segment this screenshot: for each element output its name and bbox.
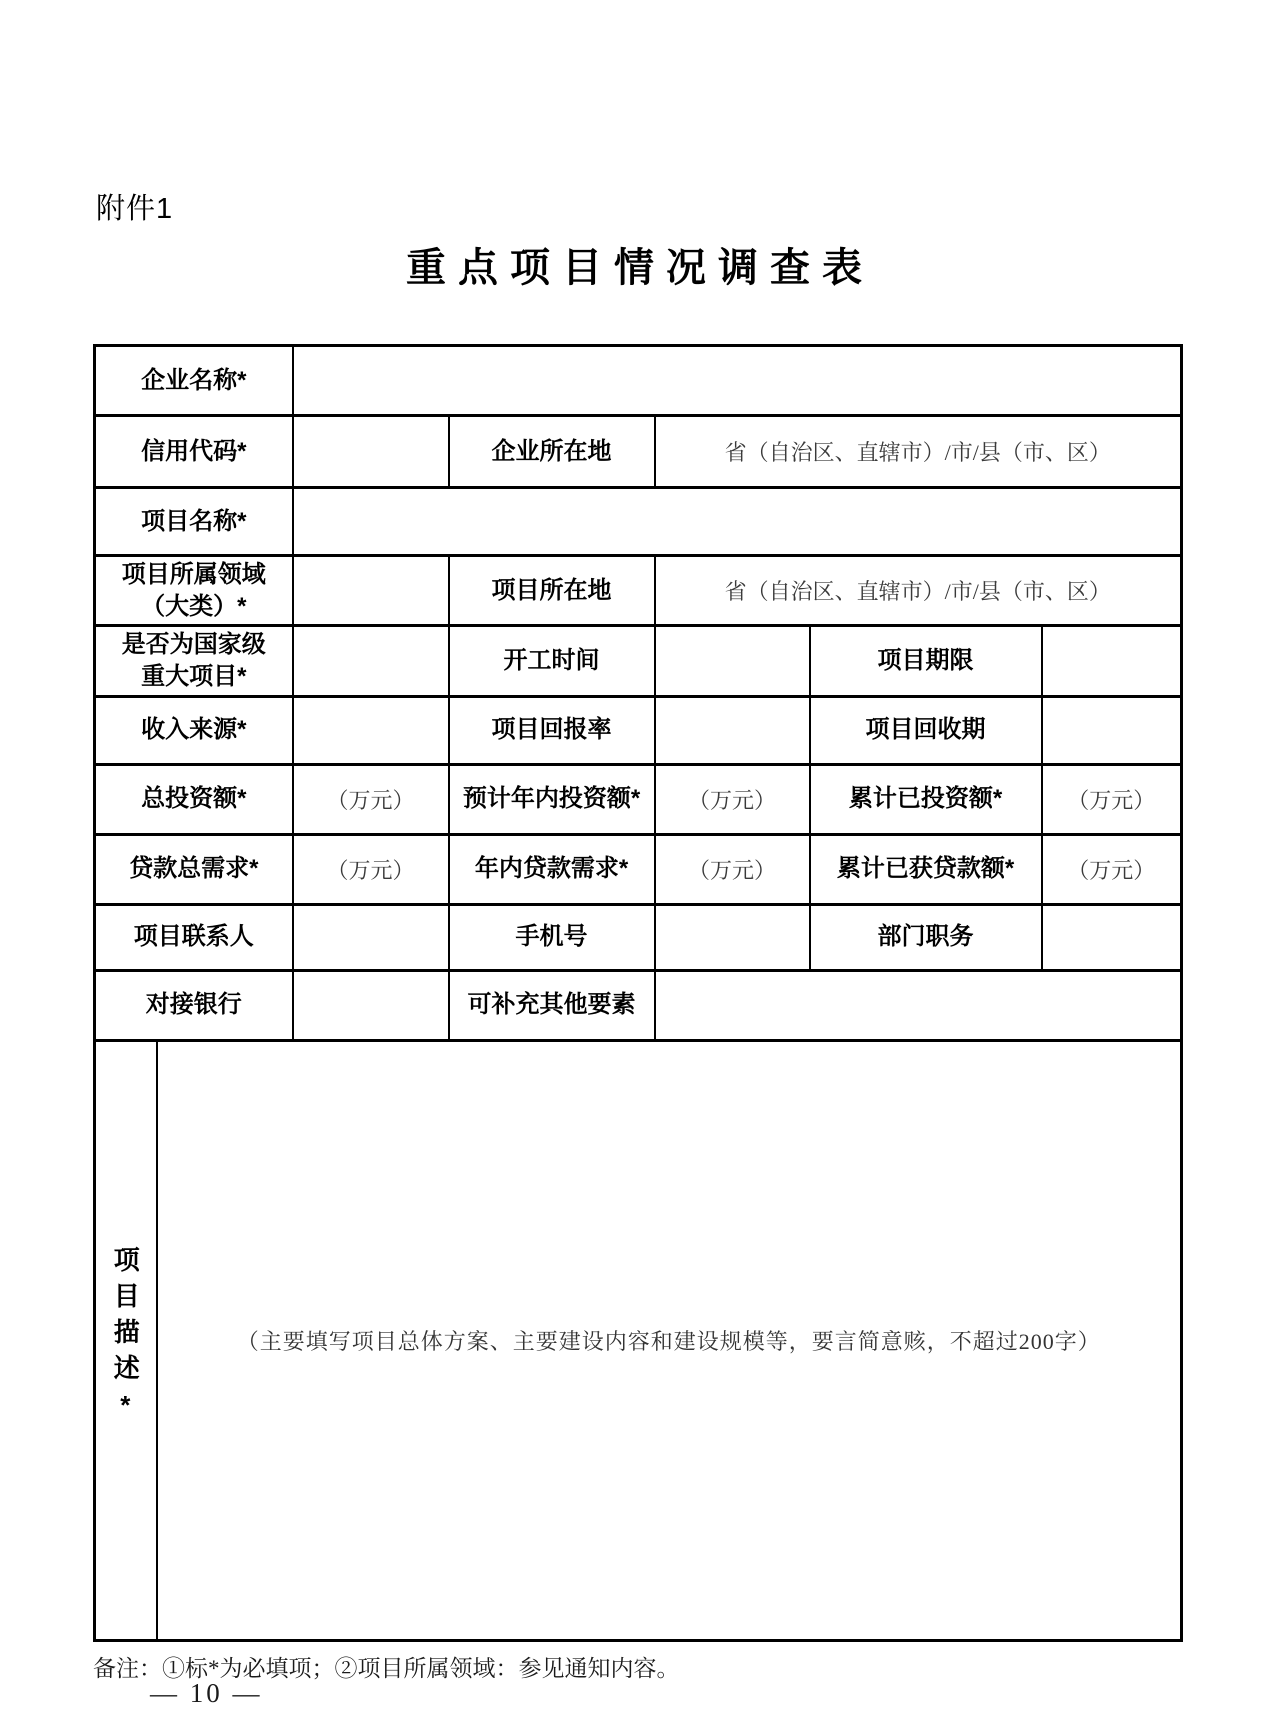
start-time-field	[655, 626, 810, 696]
loan-total-demand-unit: （万元）	[293, 834, 449, 904]
project-duration-field	[1042, 626, 1182, 696]
national-major-project-label: 是否为国家级 重大项目*	[95, 626, 293, 696]
survey-form-table	[93, 344, 1183, 1642]
project-duration-label: 项目期限	[810, 626, 1042, 696]
project-description-label: 项目描述*	[110, 1245, 141, 1430]
form-title: 重点项目情况调查表	[406, 245, 874, 290]
row-credit-code	[95, 416, 1182, 488]
row-project-name	[95, 488, 1182, 556]
project-name-field	[293, 488, 1182, 556]
partner-bank-field	[293, 970, 449, 1040]
project-name-label: 项目名称*	[95, 488, 293, 556]
project-location-label: 项目所在地	[449, 556, 655, 626]
project-description-label-cell	[95, 1040, 157, 1640]
partner-bank-label: 对接银行	[95, 970, 293, 1040]
credit-code-field	[293, 416, 449, 488]
payback-period-field	[1042, 696, 1182, 764]
company-name-label: 企业名称*	[95, 346, 293, 416]
national-major-project-field	[293, 626, 449, 696]
row-income-source	[95, 696, 1182, 764]
accumulated-investment-unit: （万元）	[1042, 764, 1182, 834]
total-investment-unit: （万元）	[293, 764, 449, 834]
contact-person-field	[293, 904, 449, 970]
payback-period-label: 项目回收期	[810, 696, 1042, 764]
start-time-label: 开工时间	[449, 626, 655, 696]
row-partner-bank	[95, 970, 1182, 1040]
accumulated-loan-label: 累计已获贷款额*	[810, 834, 1042, 904]
mobile-field	[655, 904, 810, 970]
return-rate-field	[655, 696, 810, 764]
company-location-label: 企业所在地	[449, 416, 655, 488]
loan-total-demand-label: 贷款总需求*	[95, 834, 293, 904]
page-number: — 10 —	[150, 1678, 263, 1708]
other-elements-label: 可补充其他要素	[449, 970, 655, 1040]
total-investment-label: 总投资额*	[95, 764, 293, 834]
accumulated-loan-unit: （万元）	[1042, 834, 1182, 904]
other-elements-field	[655, 970, 1182, 1040]
project-domain-label: 项目所属领域 （大类）*	[95, 556, 293, 626]
project-domain-field	[293, 556, 449, 626]
row-company-name	[95, 346, 1182, 416]
row-loan-demand	[95, 834, 1182, 904]
project-description-hint: （主要填写项目总体方案、主要建设内容和建设规模等，要言简意赅，不超过200字）	[157, 1040, 1182, 1640]
mobile-label: 手机号	[449, 904, 655, 970]
project-location-hint: 省（自治区、直辖市）/市/县（市、区）	[655, 556, 1182, 626]
annual-loan-demand-unit: （万元）	[655, 834, 810, 904]
return-rate-label: 项目回报率	[449, 696, 655, 764]
company-location-hint: 省（自治区、直辖市）/市/县（市、区）	[655, 416, 1182, 488]
contact-person-label: 项目联系人	[95, 904, 293, 970]
income-source-field	[293, 696, 449, 764]
planned-annual-investment-unit: （万元）	[655, 764, 810, 834]
attachment-label: 附件1	[96, 193, 174, 225]
company-name-field	[293, 346, 1182, 416]
accumulated-investment-label: 累计已投资额*	[810, 764, 1042, 834]
annual-loan-demand-label: 年内贷款需求*	[449, 834, 655, 904]
planned-annual-investment-label: 预计年内投资额*	[449, 764, 655, 834]
row-total-investment	[95, 764, 1182, 834]
department-position-field	[1042, 904, 1182, 970]
department-position-label: 部门职务	[810, 904, 1042, 970]
row-project-domain	[95, 556, 1182, 626]
row-national-major	[95, 626, 1182, 696]
row-contact	[95, 904, 1182, 970]
footnote: 备注：①标*为必填项；②项目所属领域：参见通知内容。	[93, 1656, 680, 1681]
credit-code-label: 信用代码*	[95, 416, 293, 488]
row-project-description	[95, 1040, 1182, 1640]
income-source-label: 收入来源*	[95, 696, 293, 764]
